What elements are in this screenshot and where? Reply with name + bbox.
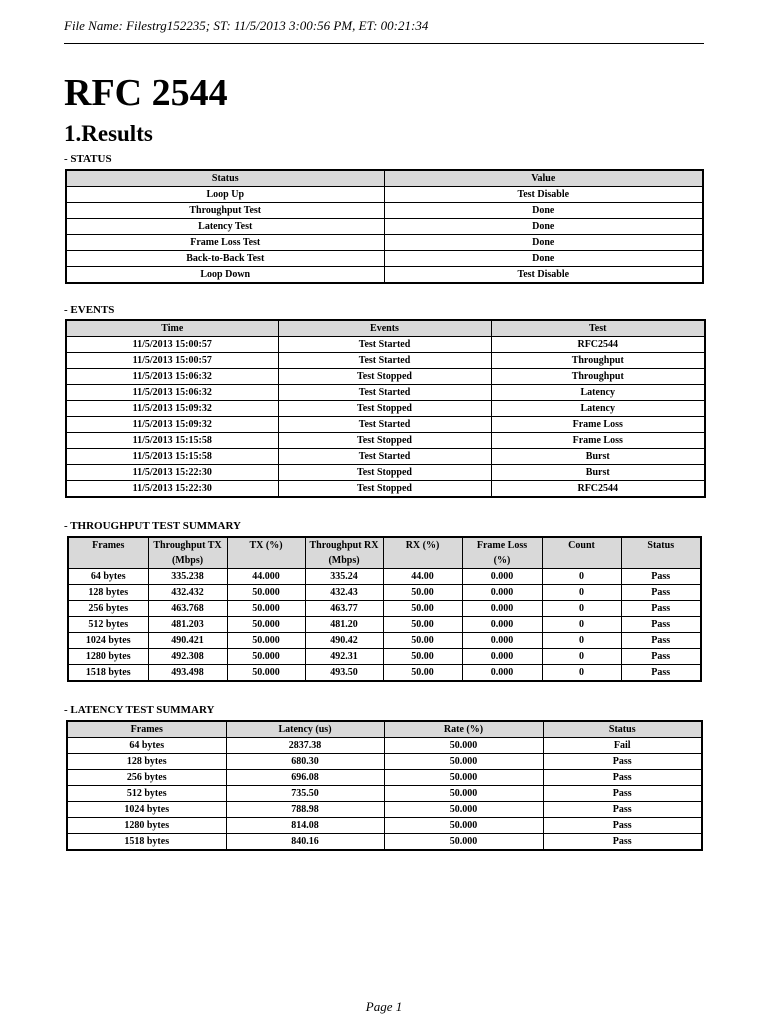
table-row	[66, 251, 703, 267]
table-cell: 11/5/2013 15:00:57	[66, 353, 278, 369]
table-cell: 335.24	[305, 569, 383, 585]
column-header: Time	[66, 320, 278, 337]
table-row	[66, 481, 705, 498]
table-cell: 128 bytes	[67, 754, 226, 770]
table-cell: 1518 bytes	[67, 834, 226, 851]
table-cell: 0	[542, 601, 621, 617]
table-cell: 256 bytes	[68, 601, 148, 617]
table-cell: Test Stopped	[278, 481, 491, 498]
table-cell: 50.000	[384, 818, 543, 834]
column-header: Latency (us)	[226, 721, 384, 738]
table-cell: 50.000	[227, 617, 305, 633]
table-cell: Test Stopped	[278, 465, 491, 481]
table-cell: Latency	[491, 385, 705, 401]
table-cell: Latency Test	[66, 219, 384, 235]
table-cell: 481.203	[148, 617, 227, 633]
column-header: Rate (%)	[384, 721, 543, 738]
table-row	[68, 633, 701, 649]
table-cell: 50.00	[383, 633, 462, 649]
table-row	[67, 802, 702, 818]
table-cell: RFC2544	[491, 481, 705, 498]
table-cell: Pass	[543, 754, 702, 770]
table-cell: 432.432	[148, 585, 227, 601]
table-cell: 735.50	[226, 786, 384, 802]
page-number: Page 1	[365, 999, 403, 1014]
status-label: - STATUS	[64, 153, 112, 165]
column-header: RX (%)	[383, 537, 462, 569]
table-cell: 1518 bytes	[68, 665, 148, 682]
table-cell: 788.98	[226, 802, 384, 818]
table-cell: 11/5/2013 15:06:32	[66, 369, 278, 385]
table-cell: Pass	[621, 601, 701, 617]
table-cell: 2837.38	[226, 738, 384, 754]
table-cell: Burst	[491, 449, 705, 465]
table-cell: 493.498	[148, 665, 227, 682]
table-cell: 463.77	[305, 601, 383, 617]
table-cell: Test Started	[278, 353, 491, 369]
table-row	[67, 818, 702, 834]
column-header: Frames	[68, 537, 148, 569]
table-cell: 680.30	[226, 754, 384, 770]
table-cell: Pass	[621, 633, 701, 649]
table-cell: 0	[542, 633, 621, 649]
table-cell: 11/5/2013 15:15:58	[66, 449, 278, 465]
table-cell: 11/5/2013 15:15:58	[66, 433, 278, 449]
table-row	[68, 569, 701, 585]
table-cell: 481.20	[305, 617, 383, 633]
table-cell: Loop Down	[66, 267, 384, 284]
table-row	[66, 417, 705, 433]
table-cell: 11/5/2013 15:22:30	[66, 465, 278, 481]
table-cell: 11/5/2013 15:22:30	[66, 481, 278, 498]
column-header: Throughput RX (Mbps)	[305, 537, 383, 569]
table-cell: 512 bytes	[68, 617, 148, 633]
table-cell: Pass	[621, 569, 701, 585]
table-row	[66, 385, 705, 401]
table-cell: 0	[542, 569, 621, 585]
column-header: Status	[621, 537, 701, 569]
table-cell: 493.50	[305, 665, 383, 682]
table-cell: 490.42	[305, 633, 383, 649]
file-header: File Name: Filestrg152235; ST: 11/5/2013 3:00:56 PM, ET: 00:21:34	[64, 18, 429, 33]
table-cell: 0.000	[462, 649, 542, 665]
table-cell: 50.000	[384, 738, 543, 754]
table-cell: Test Started	[278, 417, 491, 433]
column-header: Status	[66, 170, 384, 187]
table-cell: Pass	[543, 834, 702, 851]
table-row	[67, 738, 702, 754]
status-rows	[66, 187, 703, 284]
table-cell: Test Stopped	[278, 433, 491, 449]
table-cell: 50.00	[383, 649, 462, 665]
table-cell: 50.000	[384, 754, 543, 770]
table-cell: 490.421	[148, 633, 227, 649]
table-cell: 0.000	[462, 601, 542, 617]
table-cell: 50.000	[227, 585, 305, 601]
table-cell: Frame Loss	[491, 433, 705, 449]
table-cell: Pass	[621, 665, 701, 682]
table-cell: Latency	[491, 401, 705, 417]
table-cell: Done	[384, 219, 703, 235]
events-table	[65, 319, 706, 498]
table-cell: 0.000	[462, 585, 542, 601]
table-cell: 50.000	[227, 665, 305, 682]
table-cell: Throughput	[491, 353, 705, 369]
table-cell: Test Stopped	[278, 401, 491, 417]
column-header: Status	[543, 721, 702, 738]
table-row	[66, 219, 703, 235]
table-cell: 256 bytes	[67, 770, 226, 786]
table-row	[67, 754, 702, 770]
table-cell: 0	[542, 649, 621, 665]
table-row	[68, 585, 701, 601]
table-cell: 0	[542, 617, 621, 633]
table-cell: Test Started	[278, 449, 491, 465]
table-cell: 64 bytes	[68, 569, 148, 585]
column-header: Frame Loss (%)	[462, 537, 542, 569]
table-cell: 11/5/2013 15:00:57	[66, 337, 278, 353]
table-cell: 1280 bytes	[67, 818, 226, 834]
table-cell: Done	[384, 235, 703, 251]
table-cell: Test Started	[278, 385, 491, 401]
table-cell: Throughput	[491, 369, 705, 385]
table-cell: 50.00	[383, 585, 462, 601]
table-cell: 11/5/2013 15:06:32	[66, 385, 278, 401]
table-cell: Throughput Test	[66, 203, 384, 219]
column-header: Count	[542, 537, 621, 569]
table-cell: 11/5/2013 15:09:32	[66, 401, 278, 417]
table-cell: 0.000	[462, 617, 542, 633]
table-cell: 50.000	[384, 770, 543, 786]
table-cell: Back-to-Back Test	[66, 251, 384, 267]
table-row	[66, 187, 703, 203]
column-header: Value	[384, 170, 703, 187]
table-cell: 50.000	[384, 834, 543, 851]
table-cell: Frame Loss Test	[66, 235, 384, 251]
table-cell: 0.000	[462, 569, 542, 585]
table-row	[68, 665, 701, 682]
table-cell: 492.308	[148, 649, 227, 665]
table-cell: 1280 bytes	[68, 649, 148, 665]
column-header: TX (%)	[227, 537, 305, 569]
header-divider	[64, 43, 704, 44]
table-cell: Pass	[621, 617, 701, 633]
table-cell: Loop Up	[66, 187, 384, 203]
table-row	[67, 786, 702, 802]
table-cell: Test Stopped	[278, 369, 491, 385]
throughput-table	[67, 536, 702, 682]
table-cell: Done	[384, 251, 703, 267]
table-cell: 50.000	[227, 649, 305, 665]
table-cell: Test Disable	[384, 187, 703, 203]
table-cell: Pass	[543, 818, 702, 834]
table-row	[66, 465, 705, 481]
status-table	[65, 169, 704, 284]
table-row	[66, 235, 703, 251]
table-cell: 463.768	[148, 601, 227, 617]
table-cell: 44.00	[383, 569, 462, 585]
throughput-label: - THROUGHPUT TEST SUMMARY	[64, 520, 241, 532]
table-cell: 64 bytes	[67, 738, 226, 754]
table-cell: 50.000	[227, 633, 305, 649]
table-cell: Test Started	[278, 337, 491, 353]
table-cell: 840.16	[226, 834, 384, 851]
table-cell: Done	[384, 203, 703, 219]
column-header: Test	[491, 320, 705, 337]
table-cell: 0	[542, 585, 621, 601]
table-row	[66, 369, 705, 385]
table-cell: 128 bytes	[68, 585, 148, 601]
table-cell: 814.08	[226, 818, 384, 834]
table-cell: 0.000	[462, 665, 542, 682]
column-header: Events	[278, 320, 491, 337]
table-cell: 50.00	[383, 617, 462, 633]
table-row	[66, 203, 703, 219]
table-cell: 50.00	[383, 665, 462, 682]
events-label: - EVENTS	[64, 304, 115, 316]
latency-table	[66, 720, 703, 851]
table-cell: 0.000	[462, 633, 542, 649]
table-cell: 11/5/2013 15:09:32	[66, 417, 278, 433]
table-cell: 50.000	[227, 601, 305, 617]
table-cell: 1024 bytes	[67, 802, 226, 818]
table-cell: 492.31	[305, 649, 383, 665]
column-header: Frames	[67, 721, 226, 738]
table-cell: 0	[542, 665, 621, 682]
table-row	[66, 267, 703, 284]
table-cell: Burst	[491, 465, 705, 481]
latency-rows	[67, 738, 702, 851]
table-cell: 335.238	[148, 569, 227, 585]
table-cell: Pass	[621, 585, 701, 601]
table-row	[66, 353, 705, 369]
table-row	[66, 401, 705, 417]
table-cell: Pass	[543, 802, 702, 818]
table-cell: 44.000	[227, 569, 305, 585]
table-cell: RFC2544	[491, 337, 705, 353]
table-row	[67, 770, 702, 786]
table-row	[66, 337, 705, 353]
column-header: Throughput TX (Mbps)	[148, 537, 227, 569]
events-rows	[66, 337, 705, 498]
table-cell: Frame Loss	[491, 417, 705, 433]
table-cell: 50.000	[384, 802, 543, 818]
table-row	[66, 433, 705, 449]
table-cell: 432.43	[305, 585, 383, 601]
table-cell: 696.08	[226, 770, 384, 786]
section-heading: 1.Results	[64, 121, 153, 146]
table-row	[67, 834, 702, 851]
throughput-rows	[68, 569, 701, 682]
table-cell: 512 bytes	[67, 786, 226, 802]
table-cell: Fail	[543, 738, 702, 754]
table-row	[68, 649, 701, 665]
table-cell: 50.000	[384, 786, 543, 802]
table-row	[68, 617, 701, 633]
table-cell: Pass	[621, 649, 701, 665]
table-cell: Pass	[543, 770, 702, 786]
table-row	[68, 601, 701, 617]
table-row	[66, 449, 705, 465]
table-cell: Test Disable	[384, 267, 703, 284]
page-title: RFC 2544	[64, 72, 228, 114]
table-cell: 1024 bytes	[68, 633, 148, 649]
table-cell: 50.00	[383, 601, 462, 617]
table-cell: Pass	[543, 786, 702, 802]
latency-label: - LATENCY TEST SUMMARY	[64, 704, 215, 716]
